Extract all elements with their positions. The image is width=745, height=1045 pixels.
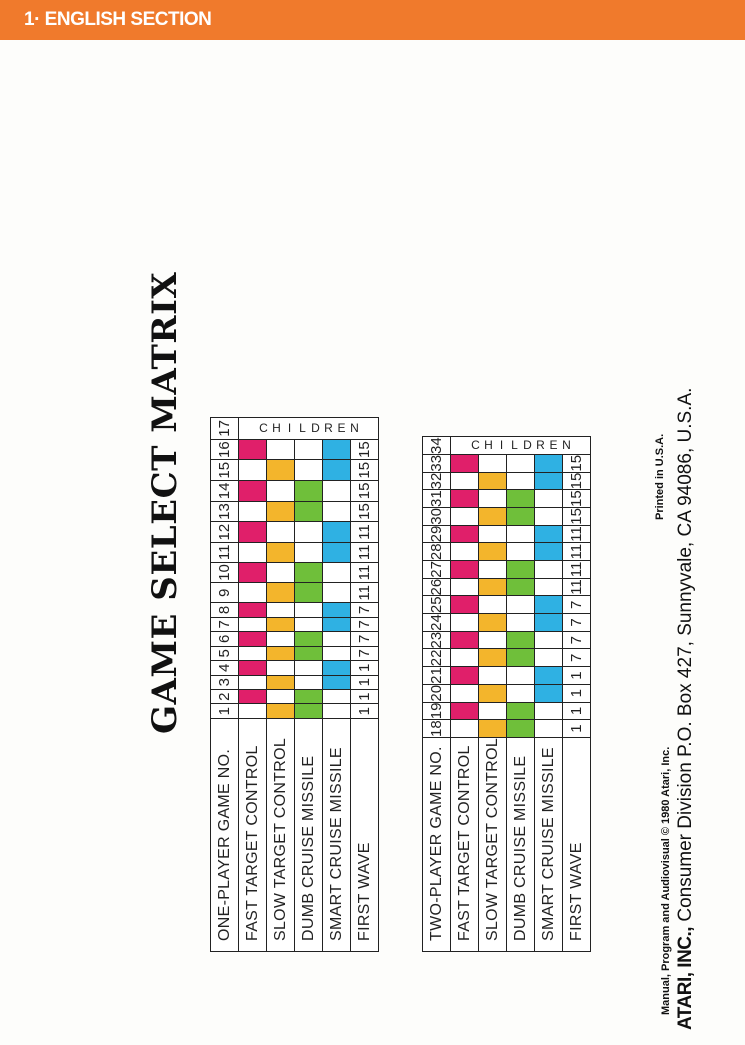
- address-text: Consumer Division P.O. Box 427, Sunnyvale, CA 94086, U.S.A.: [675, 387, 696, 922]
- one_player-header-row: [211, 418, 239, 952]
- one_player-game-number: 12: [211, 522, 239, 543]
- one_player-cell-slow: [267, 675, 295, 689]
- two_player-cell-fast: [451, 525, 479, 543]
- two_player-cell-dumb: [507, 649, 535, 667]
- one_player-cell-slow: [267, 522, 295, 543]
- one_player-cell-dumb: [295, 661, 323, 675]
- two_player-cell-smart: [535, 649, 563, 667]
- two_player-children-letter: H: [483, 438, 493, 453]
- two_player-children-letter: L: [510, 438, 518, 453]
- one_player-row-fast: [239, 418, 267, 952]
- one_player-cell-slow: [267, 460, 295, 481]
- one_player-cell-slow: [267, 439, 295, 460]
- two_player-cell-dumb: [507, 490, 535, 508]
- one_player-game-number: 5: [211, 646, 239, 660]
- two_player-row-label-smart: SMART CRUISE MISSILE: [535, 737, 563, 951]
- one_player-game-number: 16: [211, 439, 239, 460]
- one_player-game-number: 15: [211, 460, 239, 481]
- one_player-cell-fast: [239, 646, 267, 660]
- two_player-game-number: 19: [423, 702, 451, 720]
- two_player-first-wave-value: 1: [563, 702, 591, 720]
- two_player-first-wave-value: 15: [563, 508, 591, 526]
- one_player-cell-slow: [267, 481, 295, 502]
- two_player-cell-slow: [479, 561, 507, 579]
- two_player-cell-smart: [535, 561, 563, 579]
- two_player-cell-slow: [479, 631, 507, 649]
- two_player-header-row: [423, 437, 451, 952]
- two_player-row-fast: [451, 437, 479, 952]
- one_player-cell-slow: [267, 704, 295, 718]
- two_player-cell-slow: [479, 720, 507, 738]
- one_player-cell-fast: [239, 704, 267, 718]
- one_player-first-wave-value: 11: [351, 522, 379, 543]
- two_player-cell-smart: [535, 720, 563, 738]
- one_player-cell-slow: [267, 542, 295, 562]
- one_player-game-number: 14: [211, 481, 239, 502]
- two_player-cell-dumb: [507, 614, 535, 632]
- one_player-cell-slow: [267, 661, 295, 675]
- one_player-row-label-first-wave: FIRST WAVE: [351, 718, 379, 951]
- one_player-row-dumb: [295, 418, 323, 952]
- two_player-cell-smart: [535, 578, 563, 596]
- two_player-first-wave-value: 7: [563, 631, 591, 649]
- two_player-cell-slow: [479, 508, 507, 526]
- two_player-first-wave-value: 15: [563, 472, 591, 490]
- one_player-cell-fast: [239, 603, 267, 617]
- one_player-row-smart: [323, 418, 351, 952]
- one_player-game-number: 11: [211, 542, 239, 562]
- two_player-cell-fast: [451, 631, 479, 649]
- one_player-cell-smart: [323, 501, 351, 522]
- one_player-cell-fast: [239, 583, 267, 603]
- one_player-cell-dumb: [295, 646, 323, 660]
- two_player-first-wave-value: 15: [563, 490, 591, 508]
- one_player-game-number: 7: [211, 617, 239, 631]
- one_player-first-wave-value: 15: [351, 439, 379, 460]
- one_player-cell-dumb: [295, 481, 323, 502]
- one_player-cell-fast: [239, 617, 267, 631]
- one_player-cell-slow: [267, 501, 295, 522]
- one_player-children-letter: D: [310, 420, 320, 435]
- one_player-cell-smart: [323, 583, 351, 603]
- two_player-game-number: 31: [423, 490, 451, 508]
- two_player-game-number: 18: [423, 720, 451, 738]
- section-header-bar: [0, 0, 745, 40]
- two_player-cell-fast: [451, 596, 479, 614]
- two_player-cell-smart: [535, 543, 563, 561]
- one_player-cell-dumb: [295, 675, 323, 689]
- two_player-first-wave-value: 11: [563, 578, 591, 596]
- two_player-first-wave-value: 15: [563, 454, 591, 472]
- one_player-first-wave-value: 11: [351, 562, 379, 583]
- two_player-row-label-fast: FAST TARGET CONTROL: [451, 737, 479, 951]
- one_player-cell-smart: [323, 522, 351, 543]
- two_player-cell-fast: [451, 684, 479, 702]
- two_player-children-letter: R: [535, 438, 545, 453]
- two_player-cell-fast: [451, 578, 479, 596]
- two_player-cell-dumb: [507, 684, 535, 702]
- one_player-cell-dumb: [295, 542, 323, 562]
- one_player-cell-smart: [323, 603, 351, 617]
- company-name: ATARI, INC.,: [675, 926, 696, 1030]
- one_player-children-letter: E: [336, 420, 346, 435]
- one_player-cell-smart: [323, 661, 351, 675]
- two_player-row-smart: [535, 437, 563, 952]
- one_player-first-wave-value: 1: [351, 704, 379, 718]
- one_player-cell-fast: [239, 632, 267, 646]
- one_player-cell-dumb: [295, 562, 323, 583]
- two_player-cell-dumb: [507, 561, 535, 579]
- one_player-cell-slow: [267, 646, 295, 660]
- two_player-first-wave-value: 1: [563, 720, 591, 738]
- one_player-cell-smart: [323, 675, 351, 689]
- two_player-game-number: 33: [423, 454, 451, 472]
- two_player-cell-slow: [479, 684, 507, 702]
- copyright-notice: Manual, Program and Audiovisual © 1980 Atari, Inc.: [660, 746, 672, 1015]
- one_player-children-letter: H: [271, 420, 281, 435]
- two-player-matrix: [422, 436, 591, 952]
- one_player-cell-slow: [267, 632, 295, 646]
- two_player-cell-fast: [451, 454, 479, 472]
- two_player-cell-smart: [535, 472, 563, 490]
- one_player-cell-smart: [323, 646, 351, 660]
- one_player-cell-slow: [267, 603, 295, 617]
- one_player-first-wave-value: 7: [351, 646, 379, 660]
- one_player-first-wave-value: 15: [351, 460, 379, 481]
- one_player-row-label-slow: SLOW TARGET CONTROL: [267, 718, 295, 951]
- company-address: [675, 388, 697, 1030]
- two_player-cell-fast: [451, 720, 479, 738]
- two_player-cell-slow: [479, 667, 507, 685]
- one_player-cell-fast: [239, 689, 267, 703]
- one_player-first-wave-value: 7: [351, 617, 379, 631]
- two_player-children-letter: E: [548, 438, 557, 453]
- two_player-children-letter: D: [522, 438, 532, 453]
- one_player-cell-dumb: [295, 603, 323, 617]
- one_player-game-number: 6: [211, 632, 239, 646]
- one_player-cell-fast: [239, 562, 267, 583]
- one_player-first-wave-value: 15: [351, 501, 379, 522]
- one_player-row-first-wave: [351, 418, 379, 952]
- two_player-game-number: 28: [423, 543, 451, 561]
- one_player-cell-dumb: [295, 632, 323, 646]
- one_player-first-wave-value: 7: [351, 603, 379, 617]
- two_player-cell-smart: [535, 596, 563, 614]
- two_player-cell-fast: [451, 667, 479, 685]
- two_player-row-dumb: [507, 437, 535, 952]
- two_player-first-wave-value: 7: [563, 649, 591, 667]
- one_player-cell-fast: [239, 675, 267, 689]
- two_player-cell-dumb: [507, 578, 535, 596]
- two_player-cell-fast: [451, 508, 479, 526]
- two_player-game-number: 20: [423, 684, 451, 702]
- one_player-children-label: [239, 418, 379, 440]
- two_player-first-wave-value: 1: [563, 667, 591, 685]
- two_player-first-wave-value: 11: [563, 525, 591, 543]
- one_player-children-letter: L: [298, 420, 306, 435]
- two_player-cell-dumb: [507, 508, 535, 526]
- two_player-cell-smart: [535, 614, 563, 632]
- two_player-game-number: 24: [423, 614, 451, 632]
- one_player-cell-dumb: [295, 439, 323, 460]
- two_player-game-number: 21: [423, 667, 451, 685]
- two_player-children-letter: C: [470, 438, 480, 453]
- one_player-first-wave-value: 1: [351, 675, 379, 689]
- one-player-matrix: [210, 417, 379, 952]
- two_player-cell-dumb: [507, 472, 535, 490]
- one_player-game-number: 3: [211, 675, 239, 689]
- one_player-children-letter: I: [287, 420, 291, 435]
- one_player-first-wave-value: 11: [351, 542, 379, 562]
- one_player-game-number: 2: [211, 689, 239, 703]
- one_player-children-letter: N: [349, 420, 359, 435]
- one_player-cell-fast: [239, 522, 267, 543]
- two_player-cell-dumb: [507, 720, 535, 738]
- two_player-cell-slow: [479, 525, 507, 543]
- one_player-cell-dumb: [295, 501, 323, 522]
- two_player-cell-slow: [479, 543, 507, 561]
- printed-notice: Printed in U.S.A.: [654, 433, 666, 520]
- one_player-first-wave-value: 1: [351, 661, 379, 675]
- two_player-cell-smart: [535, 508, 563, 526]
- two_player-game-number: 32: [423, 472, 451, 490]
- two_player-game-number: 25: [423, 596, 451, 614]
- two_player-cell-dumb: [507, 631, 535, 649]
- one_player-cell-dumb: [295, 617, 323, 631]
- two_player-game-number: 23: [423, 631, 451, 649]
- two_player-row-label-slow: SLOW TARGET CONTROL: [479, 737, 507, 951]
- two_player-cell-smart: [535, 631, 563, 649]
- two_player-cell-dumb: [507, 525, 535, 543]
- one_player-cell-dumb: [295, 583, 323, 603]
- two_player-cell-slow: [479, 472, 507, 490]
- one_player-cell-dumb: [295, 704, 323, 718]
- one_player-game-number: 9: [211, 583, 239, 603]
- one_player-cell-smart: [323, 704, 351, 718]
- two_player-first-wave-value: 7: [563, 614, 591, 632]
- two_player-game-number: 29: [423, 525, 451, 543]
- one_player-cell-smart: [323, 632, 351, 646]
- two_player-cell-dumb: [507, 543, 535, 561]
- one_player-game-number: 1: [211, 704, 239, 718]
- two_player-game-number: 27: [423, 561, 451, 579]
- two_player-cell-slow: [479, 702, 507, 720]
- two_player-children-letter: I: [499, 438, 503, 453]
- two_player-row-label-first-wave: FIRST WAVE: [563, 737, 591, 951]
- one_player-cell-slow: [267, 617, 295, 631]
- one_player-cell-slow: [267, 583, 295, 603]
- two_player-first-wave-value: 11: [563, 561, 591, 579]
- one_player-row-label-fast: FAST TARGET CONTROL: [239, 718, 267, 951]
- two_player-row-slow: [479, 437, 507, 952]
- one_player-cell-dumb: [295, 522, 323, 543]
- two_player-cell-fast: [451, 543, 479, 561]
- two_player-cell-smart: [535, 454, 563, 472]
- one_player-cell-smart: [323, 460, 351, 481]
- two_player-cell-fast: [451, 614, 479, 632]
- one-player-matrix-wrapper: [210, 417, 379, 952]
- one_player-game-number: 4: [211, 661, 239, 675]
- two_player-cell-smart: [535, 684, 563, 702]
- one_player-children-letter: C: [258, 420, 268, 435]
- two_player-game-number: 26: [423, 578, 451, 596]
- two_player-cell-dumb: [507, 454, 535, 472]
- two_player-cell-slow: [479, 578, 507, 596]
- two_player-row-first-wave: [563, 437, 591, 952]
- two_player-cell-fast: [451, 490, 479, 508]
- one_player-game-number: 8: [211, 603, 239, 617]
- two-player-matrix-wrapper: [422, 436, 591, 952]
- two_player-cell-slow: [479, 649, 507, 667]
- one_player-first-wave-value: 7: [351, 632, 379, 646]
- two_player-cell-slow: [479, 614, 507, 632]
- two_player-first-wave-value: 1: [563, 684, 591, 702]
- one_player-cell-fast: [239, 481, 267, 502]
- one_player-cell-dumb: [295, 689, 323, 703]
- one_player-cell-smart: [323, 689, 351, 703]
- one_player-first-wave-value: 15: [351, 481, 379, 502]
- two_player-cell-smart: [535, 525, 563, 543]
- two_player-first-wave-value: 11: [563, 543, 591, 561]
- one_player-cell-fast: [239, 460, 267, 481]
- one_player-cell-slow: [267, 562, 295, 583]
- section-title: 1· ENGLISH SECTION: [24, 9, 212, 30]
- two_player-cell-smart: [535, 667, 563, 685]
- two_player-cell-smart: [535, 490, 563, 508]
- one_player-cell-slow: [267, 689, 295, 703]
- two_player-children-label: [451, 437, 591, 455]
- two_player-game-number: 34: [423, 437, 451, 455]
- two_player-children-letter: N: [561, 438, 571, 453]
- one_player-cell-smart: [323, 439, 351, 460]
- one_player-row-label-dumb: DUMB CRUISE MISSILE: [295, 718, 323, 951]
- two_player-cell-fast: [451, 649, 479, 667]
- two_player-header-label: TWO-PLAYER GAME NO.: [423, 737, 451, 951]
- one_player-cell-fast: [239, 661, 267, 675]
- two_player-cell-fast: [451, 702, 479, 720]
- one_player-cell-smart: [323, 542, 351, 562]
- two_player-cell-smart: [535, 702, 563, 720]
- one_player-row-label-smart: SMART CRUISE MISSILE: [323, 718, 351, 951]
- one_player-cell-smart: [323, 562, 351, 583]
- two_player-game-number: 30: [423, 508, 451, 526]
- one_player-first-wave-value: 11: [351, 583, 379, 603]
- two_player-cell-dumb: [507, 596, 535, 614]
- two_player-cell-slow: [479, 490, 507, 508]
- two_player-first-wave-value: 7: [563, 596, 591, 614]
- two_player-cell-slow: [479, 596, 507, 614]
- one_player-cell-smart: [323, 617, 351, 631]
- one_player-cell-dumb: [295, 460, 323, 481]
- one_player-cell-fast: [239, 501, 267, 522]
- two_player-cell-fast: [451, 472, 479, 490]
- one_player-game-number: 10: [211, 562, 239, 583]
- one_player-cell-fast: [239, 542, 267, 562]
- two_player-cell-fast: [451, 561, 479, 579]
- two_player-game-number: 22: [423, 649, 451, 667]
- one_player-game-number: 17: [211, 418, 239, 440]
- one_player-first-wave-value: 1: [351, 689, 379, 703]
- one_player-header-label: ONE-PLAYER GAME NO.: [211, 718, 239, 951]
- one_player-cell-fast: [239, 439, 267, 460]
- one_player-row-slow: [267, 418, 295, 952]
- one_player-cell-smart: [323, 481, 351, 502]
- two_player-cell-dumb: [507, 702, 535, 720]
- one_player-game-number: 13: [211, 501, 239, 522]
- two_player-cell-dumb: [507, 667, 535, 685]
- one_player-children-letter: R: [323, 420, 333, 435]
- two_player-row-label-dumb: DUMB CRUISE MISSILE: [507, 737, 535, 951]
- page-title: GAME SELECT MATRIX: [145, 271, 185, 734]
- two_player-cell-slow: [479, 454, 507, 472]
